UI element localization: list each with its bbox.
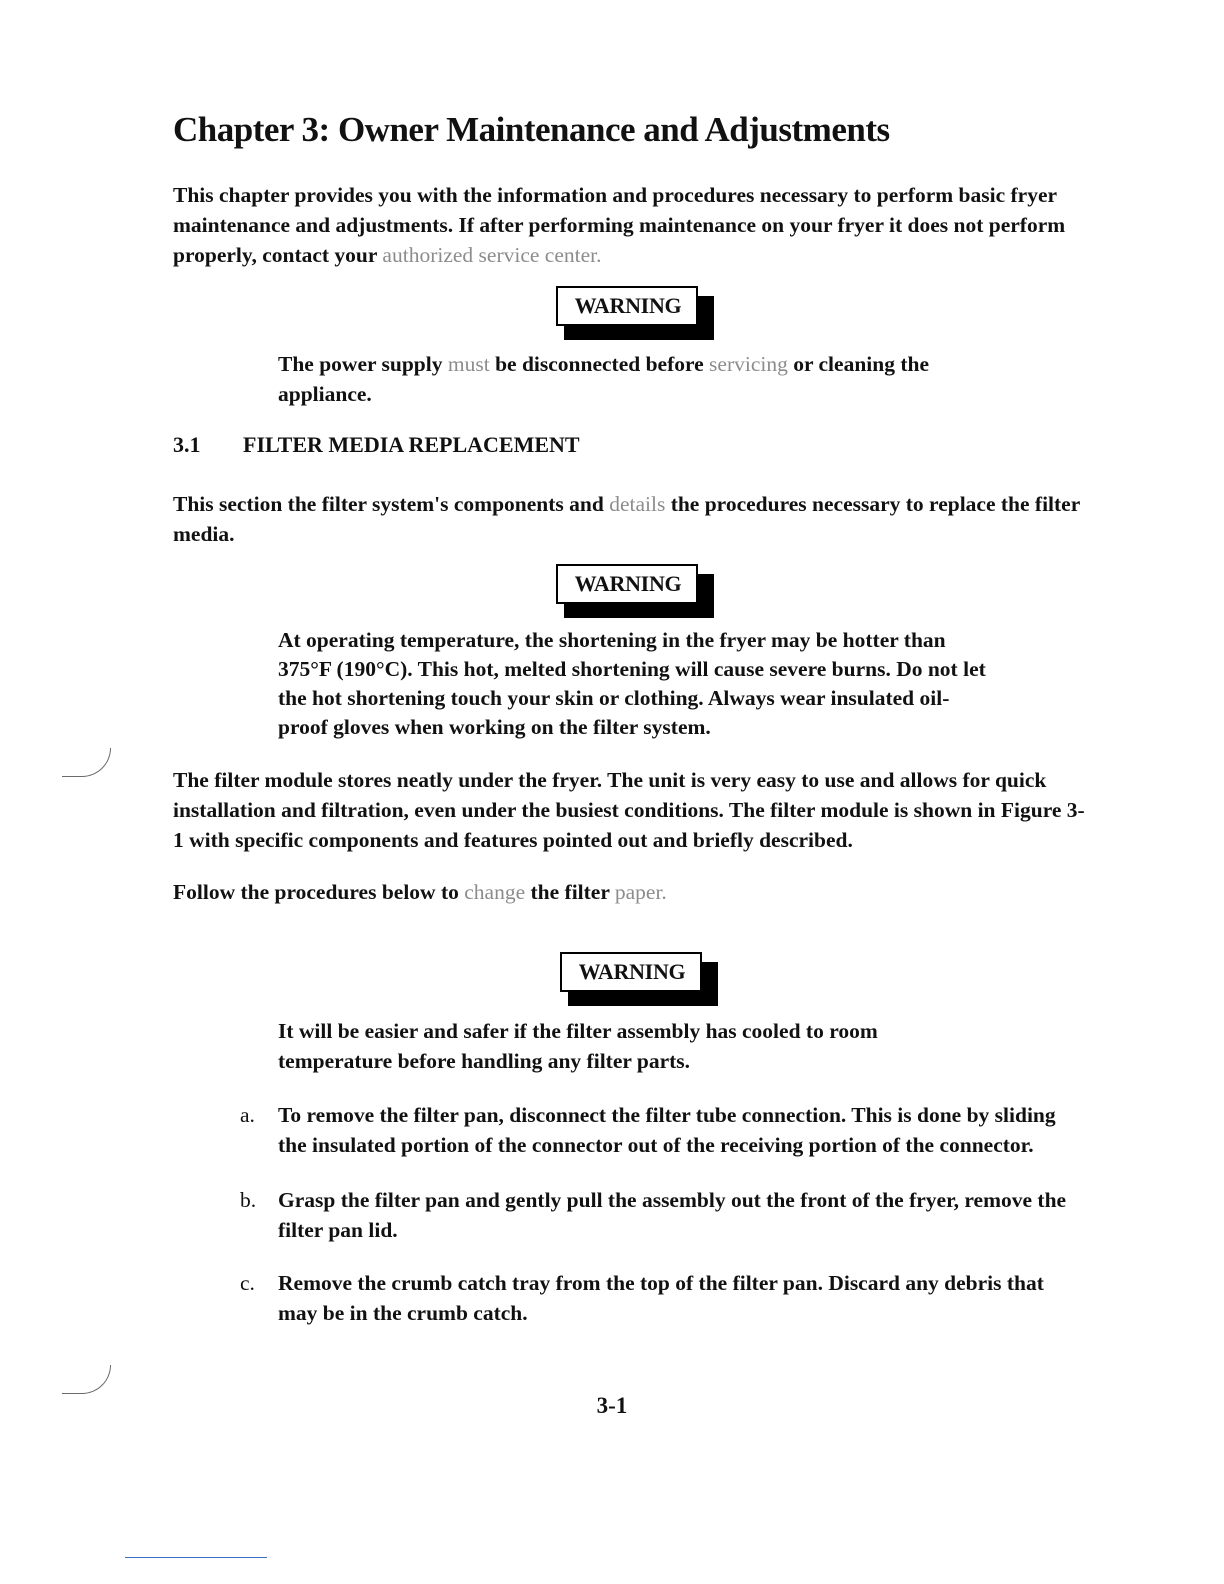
warning-box — [560, 952, 702, 992]
warning-3-text: It will be easier and safer if the filter assembly has cooled to room temperature before handling any filter parts. — [278, 1019, 878, 1073]
follow-part2: the filter — [530, 880, 610, 904]
section-intro-part1: This section the filter system's components and — [173, 492, 604, 516]
step-letter: c. — [240, 1271, 255, 1295]
intro-text: This chapter provides you with the information and procedures necessary to perform basic fryer maintenance and adjustments. If after performing maintenance on your fryer it does not perform properly, contact your — [173, 183, 1066, 267]
warning-2-text: At operating temperature, the shortening in the fryer may be hotter than 375°F (190°C). This hot, melted shortening will cause severe burns. Do not let the hot shortening touch your skin or clothing. Always wear insulated oil-proof gloves when working on the filter system. — [278, 628, 986, 739]
warning-1-part1: The power supply — [278, 352, 443, 376]
step-text: To remove the filter pan, disconnect the filter tube connection. This is done by sliding the insulated portion of the connector out of the receiving portion of the connector. — [278, 1103, 1056, 1157]
warning-label: WARNING — [574, 293, 682, 318]
section-heading — [173, 432, 580, 458]
warning-1-gray2: servicing — [709, 352, 788, 376]
warning-badge-2 — [556, 564, 716, 622]
warning-badge-3 — [560, 952, 720, 1010]
warning-box — [556, 286, 698, 326]
warning-label: WARNING — [574, 571, 682, 596]
follow-part1: Follow the procedures below to — [173, 880, 459, 904]
section-title: FILTER MEDIA REPLACEMENT — [243, 432, 580, 457]
follow-procedures-paragraph — [173, 877, 1085, 907]
warning-box — [556, 564, 698, 604]
binder-hole-mark — [62, 1365, 111, 1394]
follow-gray1: change — [464, 880, 526, 904]
step-text: Grasp the filter pan and gently pull the assembly out the front of the fryer, remove the filter pan lid. — [278, 1188, 1067, 1242]
footer-rule — [125, 1557, 267, 1558]
section-intro-part2: the procedures necessary to replace the filter media. — [173, 492, 1080, 546]
section-intro-gray: details — [609, 492, 666, 516]
intro-paragraph — [173, 180, 1085, 270]
section-number: 3.1 — [173, 432, 201, 457]
warning-1-gray1: must — [447, 352, 490, 376]
step-letter: b. — [240, 1188, 257, 1212]
binder-hole-mark — [62, 748, 111, 777]
warning-1-part3: or cleaning the appliance. — [278, 352, 929, 406]
step-text: Remove the crumb catch tray from the top of the filter pan. Discard any debris that may be in the crumb catch. — [278, 1271, 1044, 1325]
service-center-link[interactable]: authorized service center. — [382, 243, 602, 267]
warning-label: WARNING — [578, 959, 686, 984]
step-letter: a. — [240, 1103, 255, 1127]
page-number: 3-1 — [596, 1393, 628, 1418]
filter-module-paragraph: The filter module stores neatly under the fryer. The unit is very easy to use and allows for quick installation and filtration, even under the busiest conditions. The filter module is shown in Figure 3-1 with specific components and features pointed out and briefly described. — [173, 768, 1085, 852]
follow-gray2: paper. — [614, 880, 667, 904]
warning-badge-1 — [556, 286, 716, 344]
section-intro-paragraph — [173, 489, 1085, 549]
warning-1-part2: be disconnected before — [495, 352, 704, 376]
chapter-title: Chapter 3: Owner Maintenance and Adjustments — [173, 110, 890, 149]
warning-1-text — [278, 349, 988, 409]
